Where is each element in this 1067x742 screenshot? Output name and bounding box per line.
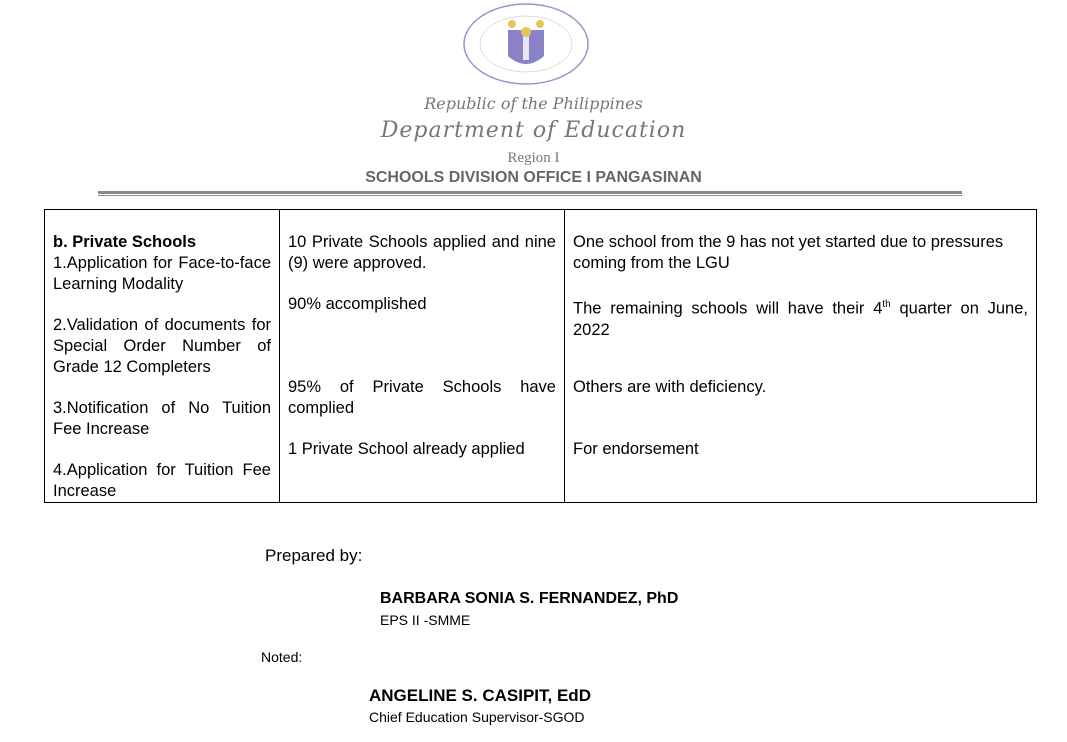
remarks-column xyxy=(565,210,1037,503)
remarks-text: The remaining schools will have their 4 xyxy=(573,299,883,318)
office-heading: SCHOOLS DIVISION OFFICE I PANGASINAN xyxy=(365,169,702,186)
preparer-name: BARBARA SONIA S. FERNANDEZ, PhD xyxy=(380,590,679,607)
item-cell: 3.Notification of No Tuition Fee Increase xyxy=(53,399,271,438)
item-cell: 4.Application for Tuition Fee Increase xyxy=(53,461,271,500)
noted-label: Noted: xyxy=(261,649,303,665)
remarks-cell: One school from the 9 has not yet started due to pressures coming from the LGU xyxy=(573,233,1004,272)
header-divider xyxy=(98,195,962,196)
noter-title: Chief Education Supervisor-SGOD xyxy=(369,709,585,725)
status-column xyxy=(280,210,565,503)
remarks-text: quarter on June, 2022 xyxy=(573,299,1028,339)
remarks-cell xyxy=(573,294,1028,357)
status-cell: 95% of Private Schools have complied xyxy=(288,378,556,417)
item-cell: 1.Application for Face-to-face Learning Modality xyxy=(53,254,271,293)
items-column xyxy=(45,210,280,503)
status-cell: 1 Private School already applied xyxy=(288,440,525,458)
noter-name: ANGELINE S. CASIPIT, EdD xyxy=(369,686,591,705)
region-heading: Region I xyxy=(507,150,560,166)
remarks-cell: For endorsement xyxy=(573,440,699,458)
remarks-superscript: th xyxy=(882,299,891,310)
remarks-cell: Others are with deficiency. xyxy=(573,378,767,396)
item-cell: 2.Validation of documents for Special Order Number of Grade 12 Completers xyxy=(53,316,271,376)
department-heading: Department of Education xyxy=(380,118,687,143)
prepared-label: Prepared by: xyxy=(265,546,363,565)
status-cell: 10 Private Schools applied and nine (9) were approved. xyxy=(288,233,556,272)
republic-heading: Republic of the Philippines xyxy=(424,94,643,113)
preparer-title: EPS II -SMME xyxy=(380,612,471,628)
status-cell: 90% accomplished xyxy=(288,295,427,313)
private-schools-table xyxy=(44,209,1037,503)
header-divider xyxy=(98,191,962,194)
deped-seal-logo xyxy=(462,2,590,86)
section-title: b. Private Schools xyxy=(53,233,197,251)
